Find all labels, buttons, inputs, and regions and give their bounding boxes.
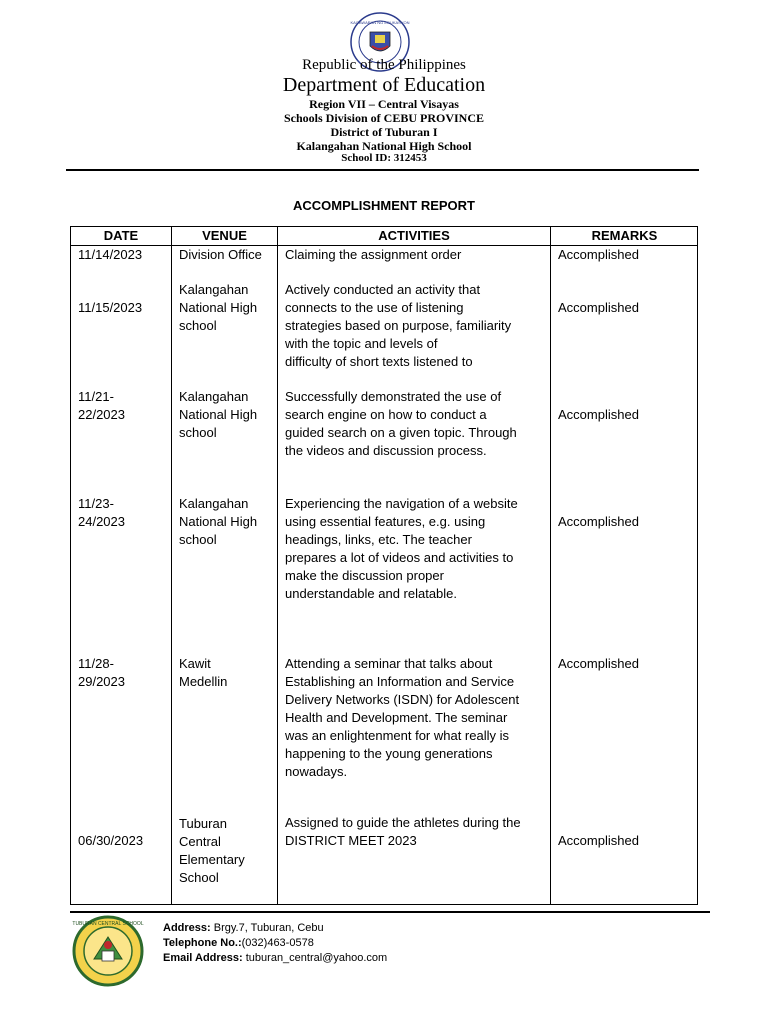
activities-cell: prepares a lot of videos and activities to (285, 550, 514, 565)
activities-cell: Health and Development. The seminar (285, 710, 508, 725)
date-cell: 11/15/2023 (78, 300, 143, 315)
column-header-remarks: REMARKS (591, 228, 658, 243)
remarks-cell: Accomplished (558, 833, 639, 848)
telephone-label: Telephone No.: (163, 937, 242, 949)
activities-cell: Claiming the assignment order (285, 247, 462, 262)
date-cell: 11/21- (78, 389, 114, 404)
telephone-line (163, 936, 314, 950)
activities-cell: happening to the young generations (285, 746, 493, 761)
activities-cell: the videos and discussion process. (285, 443, 487, 458)
venue-cell: National High (179, 300, 258, 315)
venue-cell: Kalangahan (179, 389, 249, 404)
date-cell: 11/28- (78, 656, 114, 671)
report-title: ACCOMPLISHMENT REPORT (293, 198, 475, 213)
date-cell: 24/2023 (78, 514, 125, 529)
venue-cell: Elementary (179, 852, 245, 867)
remarks-cell: Accomplished (558, 407, 639, 422)
activities-cell: Assigned to guide the athletes during the (285, 815, 521, 830)
venue-cell: Medellin (179, 674, 228, 689)
venue-cell: Division Office (179, 247, 262, 262)
address-value: Brgy.7, Tuburan, Cebu (213, 922, 324, 934)
activities-cell: headings, links, etc. The teacher (285, 532, 472, 547)
remarks-cell: Accomplished (558, 247, 639, 262)
column-divider (171, 227, 172, 904)
activities-cell: with the topic and levels of (285, 336, 438, 351)
activities-cell: guided search on a given topic. Through (285, 425, 517, 440)
email-value: tuburan_central@yahoo.com (245, 952, 388, 964)
republic-heading: Republic of the Philippines (302, 57, 466, 73)
region-heading: Region VII – Central Visayas (309, 97, 459, 111)
activities-cell: Delivery Networks (ISDN) for Adolescent (285, 692, 520, 707)
venue-cell: school (179, 532, 217, 547)
accomplishment-table (70, 226, 698, 905)
activities-cell: difficulty of short texts listened to (285, 354, 473, 369)
activities-cell: DISTRICT MEET 2023 (285, 833, 417, 848)
activities-cell: Establishing an Information and Service (285, 674, 515, 689)
column-header-venue: VENUE (202, 228, 247, 243)
division-heading: Schools Division of CEBU PROVINCE (283, 111, 485, 125)
address-label: Address: (163, 922, 211, 934)
date-cell: 11/23- (78, 496, 114, 511)
venue-cell: Kawit (179, 656, 211, 671)
footer-divider (70, 911, 710, 913)
email-label: Email Address: (163, 952, 243, 964)
email-line (163, 951, 387, 965)
column-header-activities: ACTIVITIES (378, 228, 450, 243)
school-id: School ID: 312453 (341, 152, 427, 164)
school-heading: Kalangahan National High School (296, 139, 472, 153)
date-cell: 22/2023 (78, 407, 125, 422)
venue-cell: National High (179, 407, 258, 422)
date-cell: 29/2023 (78, 674, 125, 689)
column-divider (550, 227, 551, 904)
venue-cell: National High (179, 514, 258, 529)
remarks-cell: Accomplished (558, 656, 639, 671)
logo-text-logo: TUBURAN CENTRAL SCHOOL (72, 921, 144, 927)
district-heading: District of Tuburan I (330, 125, 438, 139)
telephone-value: (032)463-0578 (241, 937, 314, 949)
venue-cell: School (179, 870, 219, 885)
activities-cell: nowadays. (285, 764, 348, 779)
activities-cell: Actively conducted an activity that (285, 282, 481, 297)
department-heading: Department of Education (282, 74, 486, 96)
venue-cell: Kalangahan (179, 496, 249, 511)
remarks-cell: Accomplished (558, 300, 639, 315)
activities-cell: search engine on how to conduct a (285, 407, 487, 422)
seal-text-logo: KAGAWARAN NG EDUKASYON (350, 20, 410, 25)
venue-cell: Kalangahan (179, 282, 249, 297)
activities-cell: make the discussion proper (285, 568, 444, 583)
venue-cell: Tuburan (179, 816, 227, 831)
address-line (163, 921, 324, 935)
venue-cell: school (179, 425, 217, 440)
remarks-cell: Accomplished (558, 514, 639, 529)
venue-cell: school (179, 318, 217, 333)
activities-cell: was an enlightenment for what really is (285, 728, 510, 743)
activities-cell: Experiencing the navigation of a website (285, 496, 518, 511)
activities-cell: strategies based on purpose, familiarity (285, 318, 512, 333)
column-header-date: DATE (103, 228, 139, 243)
column-divider (277, 227, 278, 904)
date-cell: 11/14/2023 (78, 247, 143, 262)
activities-cell: using essential features, e.g. using (285, 514, 486, 529)
activities-cell: Attending a seminar that talks about (285, 656, 493, 671)
venue-cell: Central (179, 834, 221, 849)
activities-cell: connects to the use of listening (285, 300, 464, 315)
activities-cell: understandable and relatable. (285, 586, 458, 601)
date-cell: 06/30/2023 (78, 833, 144, 848)
activities-cell: Successfully demonstrated the use of (285, 389, 502, 404)
school-seal-logo (72, 915, 144, 987)
header-divider (66, 169, 699, 171)
